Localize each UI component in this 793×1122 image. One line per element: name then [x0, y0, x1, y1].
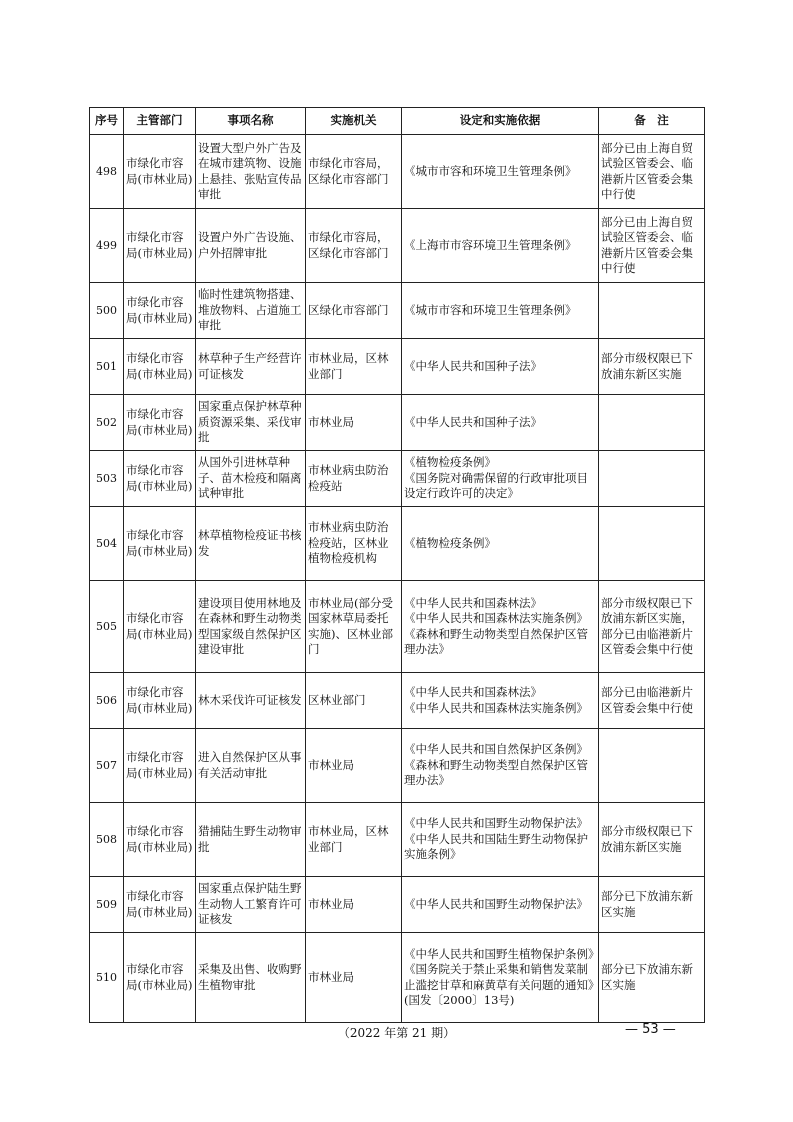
basis-line: 《中华人民共和国野生动物保护法》 — [404, 816, 588, 831]
basis-line: 《中华人民共和国森林法实施条例》 — [404, 611, 588, 625]
basis-line: 《中华人民共和国森林法实施条例》 — [404, 700, 588, 715]
basis-line: 《森林和野生动物类型自然保护区管理办法》 — [404, 626, 588, 656]
cell-item: 设置大型户外广告及在城市建筑物、设施上悬挂、张贴宣传品审批 — [196, 135, 306, 209]
table-row — [90, 451, 705, 507]
cell-agency: 区绿化市容部门 — [306, 283, 402, 339]
basis-line: 《中华人民共和国野生植物保护条例》 — [404, 946, 600, 961]
issue-label: （2022 年第 21 期） — [337, 1026, 456, 1040]
cell-agency: 市林业局 — [306, 877, 402, 933]
table-header-row — [90, 108, 705, 135]
cell-note: 部分市级权限已下放浦东新区实施 — [599, 803, 705, 877]
cell-item: 林草种子生产经营许可证核发 — [196, 339, 306, 395]
basis-line: 《森林和野生动物类型自然保护区管理办法》 — [404, 757, 588, 788]
cell-dept: 市绿化市容局(市林业局) — [124, 283, 196, 339]
approval-items-table — [89, 107, 704, 1023]
cell-basis — [402, 581, 599, 673]
cell-item: 猎捕陆生野生动物审批 — [196, 803, 306, 877]
page-number: — 53 — — [625, 1022, 676, 1037]
table-row — [90, 507, 705, 581]
cell-note — [599, 507, 705, 581]
cell-note: 部分市级权限已下放浦东新区实施 — [599, 339, 705, 395]
header-agency: 实施机关 — [306, 108, 402, 135]
cell-agency: 市绿化市容局，区绿化市容部门 — [306, 209, 402, 283]
basis-line: 《国务院关于禁止采集和销售发菜制止滥挖甘草和麻黄草有关问题的通知》(国发〔2000〕13号) — [404, 962, 594, 1007]
cell-no: 508 — [90, 803, 124, 877]
table-row — [90, 803, 705, 877]
cell-agency: 市林业病虫防治检疫站 — [306, 451, 402, 507]
cell-note: 部分已下放浦东新区实施 — [599, 933, 705, 1023]
table-body — [90, 135, 705, 1023]
cell-item: 采集及出售、收购野生植物审批 — [196, 933, 306, 1023]
table-row — [90, 283, 705, 339]
cell-dept: 市绿化市容局(市林业局) — [124, 451, 196, 507]
cell-no: 504 — [90, 507, 124, 581]
cell-item: 国家重点保护林草种质资源采集、采伐审批 — [196, 395, 306, 451]
cell-basis — [402, 729, 599, 803]
header-basis: 设定和实施依据 — [402, 108, 599, 135]
cell-dept: 市绿化市容局(市林业局) — [124, 729, 196, 803]
cell-basis — [402, 283, 599, 339]
cell-note — [599, 283, 705, 339]
cell-no: 498 — [90, 135, 124, 209]
table-row — [90, 395, 705, 451]
basis-line: 《植物检疫条例》 — [404, 455, 496, 470]
cell-basis — [402, 339, 599, 395]
cell-dept: 市绿化市容局(市林业局) — [124, 395, 196, 451]
basis-line: 《城市市容和环境卫生管理条例》 — [404, 163, 577, 178]
table-row — [90, 729, 705, 803]
basis-line: 《中华人民共和国陆生野生动物保护实施条例》 — [404, 831, 588, 862]
cell-dept: 市绿化市容局(市林业局) — [124, 135, 196, 209]
cell-dept: 市绿化市容局(市林业局) — [124, 933, 196, 1023]
header-no: 序号 — [90, 108, 124, 135]
cell-no: 502 — [90, 395, 124, 451]
cell-agency: 市林业局 — [306, 395, 402, 451]
cell-dept: 市绿化市容局(市林业局) — [124, 209, 196, 283]
cell-basis — [402, 673, 599, 729]
cell-item: 从国外引进林草种子、苗木检疫和隔离试种审批 — [196, 451, 306, 507]
cell-basis — [402, 209, 599, 283]
cell-item: 国家重点保护陆生野生动物人工繁育许可证核发 — [196, 877, 306, 933]
basis-line: 《城市市容和环境卫生管理条例》 — [404, 302, 577, 317]
cell-note: 部分已由临港新片区管委会集中行使 — [599, 673, 705, 729]
cell-agency: 市林业局 — [306, 933, 402, 1023]
basis-line: 《植物检疫条例》 — [404, 535, 496, 550]
cell-no: 507 — [90, 729, 124, 803]
cell-item: 林木采伐许可证核发 — [196, 673, 306, 729]
cell-basis — [402, 803, 599, 877]
cell-no: 505 — [90, 581, 124, 673]
cell-agency: 市林业局，区林业部门 — [306, 803, 402, 877]
cell-basis — [402, 507, 599, 581]
cell-no: 509 — [90, 877, 124, 933]
table-row — [90, 933, 705, 1023]
cell-agency: 市林业病虫防治检疫站，区林业植物检疫机构 — [306, 507, 402, 581]
cell-item: 林草植物检疫证书核发 — [196, 507, 306, 581]
cell-no: 503 — [90, 451, 124, 507]
table-row — [90, 209, 705, 283]
table-row — [90, 877, 705, 933]
cell-agency: 市林业局(部分受国家林草局委托实施)、区林业部门 — [306, 581, 402, 673]
cell-no: 500 — [90, 283, 124, 339]
cell-note — [599, 729, 705, 803]
cell-agency: 市林业局，区林业部门 — [306, 339, 402, 395]
cell-note: 部分市级权限已下放浦东新区实施，部分已由临港新片区管委会集中行使 — [599, 581, 705, 673]
cell-dept: 市绿化市容局(市林业局) — [124, 581, 196, 673]
cell-item: 进入自然保护区从事有关活动审批 — [196, 729, 306, 803]
table-row — [90, 673, 705, 729]
cell-agency: 区林业部门 — [306, 673, 402, 729]
cell-note: 部分已下放浦东新区实施 — [599, 877, 705, 933]
cell-item: 临时性建筑物搭建、堆放物料、占道施工审批 — [196, 283, 306, 339]
cell-no: 501 — [90, 339, 124, 395]
table-row — [90, 135, 705, 209]
cell-basis — [402, 135, 599, 209]
cell-dept: 市绿化市容局(市林业局) — [124, 803, 196, 877]
basis-line: 《中华人民共和国森林法》 — [404, 685, 542, 699]
cell-basis — [402, 877, 599, 933]
cell-note — [599, 451, 705, 507]
cell-no: 506 — [90, 673, 124, 729]
cell-basis — [402, 395, 599, 451]
cell-agency: 市绿化市容局，区绿化市容部门 — [306, 135, 402, 209]
table-row — [90, 339, 705, 395]
cell-dept: 市绿化市容局(市林业局) — [124, 507, 196, 581]
cell-note: 部分已由上海自贸试验区管委会、临港新片区管委会集中行使 — [599, 135, 705, 209]
header-note: 备 注 — [599, 108, 705, 135]
cell-agency: 市林业局 — [306, 729, 402, 803]
cell-no: 499 — [90, 209, 124, 283]
cell-no: 510 — [90, 933, 124, 1023]
cell-basis — [402, 933, 599, 1023]
basis-line: 《中华人民共和国自然保护区条例》 — [404, 742, 588, 757]
basis-line: 《上海市市容环境卫生管理条例》 — [404, 237, 577, 252]
cell-item: 建设项目使用林地及在森林和野生动物类型国家级自然保护区建设审批 — [196, 581, 306, 673]
table-row — [90, 581, 705, 673]
header-item: 事项名称 — [196, 108, 306, 135]
basis-line: 《中华人民共和国种子法》 — [404, 358, 542, 373]
cell-note — [599, 395, 705, 451]
cell-dept: 市绿化市容局(市林业局) — [124, 877, 196, 933]
basis-line: 《国务院对确需保留的行政审批项目设定行政许可的决定》 — [404, 470, 588, 501]
cell-dept: 市绿化市容局(市林业局) — [124, 339, 196, 395]
basis-line: 《中华人民共和国森林法》 — [404, 595, 542, 610]
cell-item: 设置户外广告设施、户外招牌审批 — [196, 209, 306, 283]
header-dept: 主管部门 — [124, 108, 196, 135]
cell-basis — [402, 451, 599, 507]
cell-dept: 市绿化市容局(市林业局) — [124, 673, 196, 729]
basis-line: 《中华人民共和国野生动物保护法》 — [404, 896, 588, 911]
basis-line: 《中华人民共和国种子法》 — [404, 414, 542, 429]
cell-note: 部分已由上海自贸试验区管委会、临港新片区管委会集中行使 — [599, 209, 705, 283]
